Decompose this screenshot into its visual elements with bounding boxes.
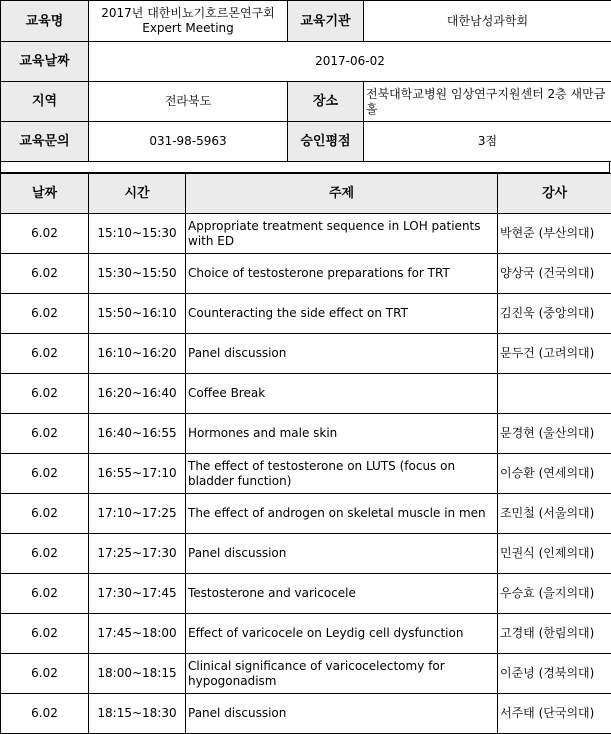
schedule-row: [1, 654, 611, 694]
row-speaker: 김진욱 (중앙의대): [498, 294, 611, 334]
course-date-value: 2017-06-02: [89, 42, 611, 82]
info-row-date: [1, 42, 611, 82]
place-value: 전북대학교병원 임상연구지원센터 2층 새만금홀: [364, 82, 611, 122]
info-row-contact: [1, 122, 611, 162]
row-date: 6.02: [1, 254, 89, 294]
info-row-region: [1, 82, 611, 122]
row-topic: The effect of testosterone on LUTS (focus on bladder function): [186, 454, 498, 494]
row-speaker: [498, 374, 611, 414]
row-date: 6.02: [1, 214, 89, 254]
row-time: 15:10~15:30: [89, 214, 186, 254]
header-topic: 주제: [186, 174, 498, 214]
schedule-row: [1, 694, 611, 734]
row-topic: Choice of testosterone preparations for TRT: [186, 254, 498, 294]
schedule-row: [1, 414, 611, 454]
schedule-row: [1, 294, 611, 334]
row-date: 6.02: [1, 334, 89, 374]
row-date: 6.02: [1, 294, 89, 334]
contact-value: 031-98-5963: [89, 122, 288, 162]
row-speaker: 문경현 (울산의대): [498, 414, 611, 454]
course-name-value: 2017년 대한비뇨기호르몬연구회 Expert Meeting: [89, 1, 288, 42]
row-time: 16:10~16:20: [89, 334, 186, 374]
course-name-label: 교육명: [1, 1, 89, 42]
row-date: 6.02: [1, 454, 89, 494]
row-time: 18:00~18:15: [89, 654, 186, 694]
region-value: 전라북도: [89, 82, 288, 122]
points-label: 승인평점: [288, 122, 364, 162]
row-date: 6.02: [1, 654, 89, 694]
row-speaker: 박현준 (부산의대): [498, 214, 611, 254]
row-time: 18:15~18:30: [89, 694, 186, 734]
header-speaker: 강사: [498, 174, 611, 214]
schedule-row: [1, 574, 611, 614]
region-label: 지역: [1, 82, 89, 122]
schedule-row: [1, 534, 611, 574]
row-speaker: 서주태 (단국의대): [498, 694, 611, 734]
row-topic: Appropriate treatment sequence in LOH patients with ED: [186, 214, 498, 254]
schedule-row: [1, 334, 611, 374]
header-time: 시간: [89, 174, 186, 214]
table-spacer: [0, 161, 610, 173]
row-topic: Coffee Break: [186, 374, 498, 414]
row-topic: Clinical significance of varicocelectomy for hypogonadism: [186, 654, 498, 694]
row-topic: Panel discussion: [186, 534, 498, 574]
schedule-row: [1, 254, 611, 294]
row-time: 17:25~17:30: [89, 534, 186, 574]
row-topic: Hormones and male skin: [186, 414, 498, 454]
row-time: 16:40~16:55: [89, 414, 186, 454]
schedule-header-row: [1, 174, 611, 214]
header-date: 날짜: [1, 174, 89, 214]
row-topic: Testosterone and varicocele: [186, 574, 498, 614]
row-date: 6.02: [1, 694, 89, 734]
course-date-label: 교육날짜: [1, 42, 89, 82]
row-topic: Panel discussion: [186, 334, 498, 374]
row-topic: Counteracting the side effect on TRT: [186, 294, 498, 334]
row-topic: Panel discussion: [186, 694, 498, 734]
row-speaker: 양상국 (건국의대): [498, 254, 611, 294]
schedule-row: [1, 494, 611, 534]
schedule-row: [1, 214, 611, 254]
row-time: 17:30~17:45: [89, 574, 186, 614]
contact-label: 교육문의: [1, 122, 89, 162]
row-date: 6.02: [1, 534, 89, 574]
schedule-row: [1, 374, 611, 414]
row-time: 16:20~16:40: [89, 374, 186, 414]
place-label: 장소: [288, 82, 364, 122]
row-time: 15:30~15:50: [89, 254, 186, 294]
schedule-row: [1, 454, 611, 494]
row-topic: Effect of varicocele on Leydig cell dysfunction: [186, 614, 498, 654]
row-speaker: 조민철 (서울의대): [498, 494, 611, 534]
row-date: 6.02: [1, 574, 89, 614]
info-row-name: [1, 1, 611, 42]
row-date: 6.02: [1, 374, 89, 414]
row-topic: The effect of androgen on skeletal muscle in men: [186, 494, 498, 534]
row-date: 6.02: [1, 414, 89, 454]
points-value: 3점: [364, 122, 611, 162]
row-time: 16:55~17:10: [89, 454, 186, 494]
institution-value: 대한남성과학회: [364, 1, 611, 42]
row-date: 6.02: [1, 614, 89, 654]
row-speaker: 이준녕 (경북의대): [498, 654, 611, 694]
institution-label: 교육기관: [288, 1, 364, 42]
row-time: 17:45~18:00: [89, 614, 186, 654]
row-date: 6.02: [1, 494, 89, 534]
schedule-row: [1, 614, 611, 654]
row-speaker: 우승효 (을지의대): [498, 574, 611, 614]
row-speaker: 고경태 (한림의대): [498, 614, 611, 654]
row-speaker: 문두건 (고려의대): [498, 334, 611, 374]
course-info-table: [0, 0, 611, 162]
row-time: 17:10~17:25: [89, 494, 186, 534]
row-time: 15:50~16:10: [89, 294, 186, 334]
schedule-table: [0, 173, 611, 734]
row-speaker: 민권식 (인제의대): [498, 534, 611, 574]
row-speaker: 이승환 (연세의대): [498, 454, 611, 494]
